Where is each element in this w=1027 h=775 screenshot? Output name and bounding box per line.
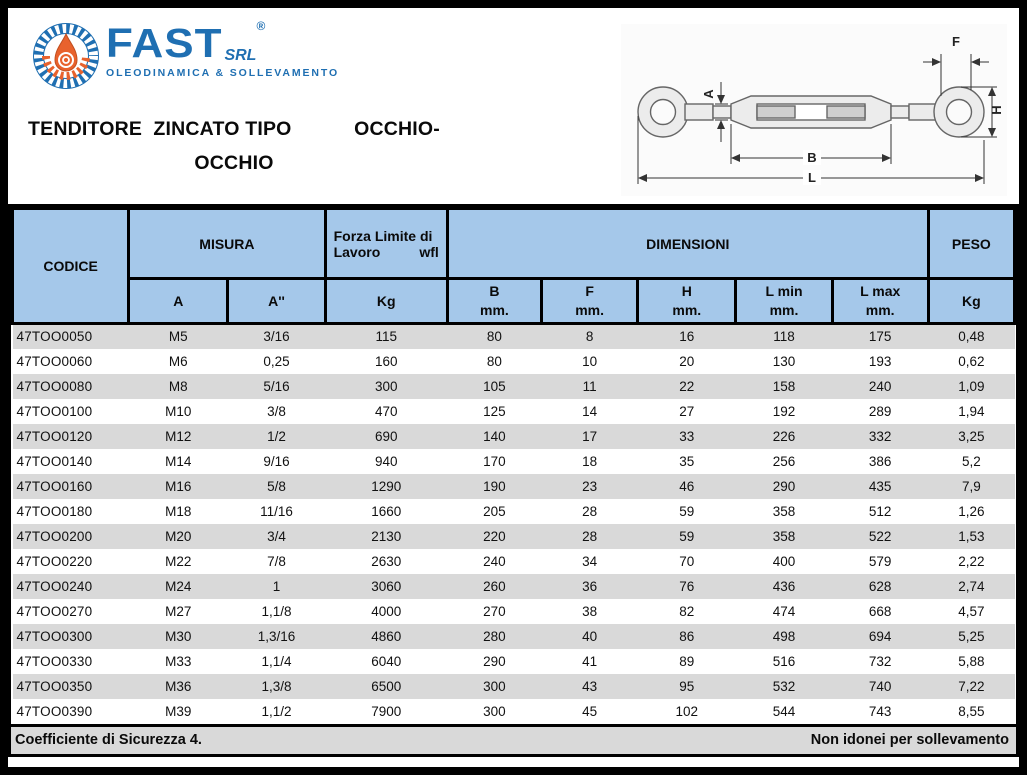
cell-lmax: 668 [868, 603, 892, 619]
cell-f: 14 [582, 403, 598, 419]
cell-peso: 5,88 [958, 653, 985, 669]
cell-peso: 7,22 [958, 678, 985, 694]
cell-codice: 47TOO0140 [16, 453, 93, 469]
cell-a2: 7/8 [267, 553, 286, 569]
cell-b: 205 [483, 503, 506, 519]
col-header-a2: A'' [228, 279, 325, 324]
brand-name: FAST [106, 21, 223, 67]
cell-lmax: 743 [868, 703, 892, 719]
cell-lmax: 386 [868, 453, 892, 469]
cell-b: 170 [483, 453, 506, 469]
cell-h: 27 [679, 403, 695, 419]
table-row [13, 374, 1015, 399]
safety-coefficient-note: Coefficiente di Sicurezza 4. [15, 732, 202, 748]
cell-a2: 5/8 [267, 478, 286, 494]
cell-lmin: 256 [772, 453, 796, 469]
cell-lmax: 740 [868, 678, 892, 694]
cell-h: 20 [679, 353, 695, 369]
cell-f: 43 [582, 678, 598, 694]
col-header-lmin: L min mm. [736, 279, 832, 324]
cell-peso: 7,9 [961, 478, 981, 494]
cell-a: M5 [168, 329, 188, 345]
cell-codice: 47TOO0050 [16, 329, 93, 345]
cell-lmax: 193 [868, 353, 892, 369]
cell-b: 80 [486, 329, 502, 345]
cell-f: 18 [582, 453, 598, 469]
dim-label-h: H [989, 105, 1004, 115]
cell-kg: 6500 [371, 678, 402, 694]
cell-b: 300 [483, 703, 506, 719]
cell-f: 45 [582, 703, 598, 719]
cell-lmax: 435 [868, 478, 892, 494]
cell-peso: 5,2 [961, 453, 981, 469]
cell-a: M33 [165, 653, 192, 669]
cell-h: 35 [679, 453, 695, 469]
cell-a2: 1,3/16 [257, 628, 296, 644]
cell-h: 59 [679, 503, 695, 519]
cell-lmin: 192 [772, 403, 796, 419]
col-header-a: A [129, 279, 228, 324]
cell-a2: 3/8 [267, 403, 286, 419]
cell-peso: 8,55 [958, 703, 985, 719]
cell-lmin: 226 [772, 428, 796, 444]
dim-label-f: F [952, 34, 960, 49]
cell-codice: 47TOO0220 [16, 553, 93, 569]
cell-peso: 1,53 [958, 528, 985, 544]
cell-codice: 47TOO0240 [16, 578, 93, 594]
title-line1-left: TENDITORE ZINCATO TIPO [28, 118, 292, 140]
cell-lmax: 628 [868, 578, 892, 594]
cell-lmin: 516 [772, 653, 796, 669]
cell-b: 280 [483, 628, 506, 644]
cell-codice: 47TOO0120 [16, 428, 93, 444]
col-header-codice: CODICE [13, 209, 129, 324]
cell-a2: 1,3/8 [261, 678, 292, 694]
cell-lmin: 130 [772, 353, 796, 369]
cell-kg: 7900 [371, 703, 402, 719]
col-header-forza [325, 209, 447, 279]
cell-codice: 47TOO0300 [16, 628, 93, 644]
cell-a2: 9/16 [263, 453, 290, 469]
fast-wordmark [106, 19, 340, 79]
cell-f: 17 [582, 428, 598, 444]
fast-logo [32, 19, 340, 90]
cell-b: 80 [486, 353, 502, 369]
cell-codice: 47TOO0100 [16, 403, 93, 419]
cell-codice: 47TOO0160 [16, 478, 93, 494]
cell-a: M36 [165, 678, 192, 694]
cell-kg: 1660 [371, 503, 402, 519]
cell-b: 125 [483, 403, 506, 419]
col-header-dimensioni: DIMENSIONI [447, 209, 928, 279]
cell-a: M6 [168, 353, 188, 369]
cell-codice: 47TOO0350 [16, 678, 93, 694]
cell-lmax: 240 [868, 378, 892, 394]
table-row [13, 474, 1015, 499]
cell-f: 28 [582, 528, 598, 544]
cell-lmin: 118 [773, 329, 795, 345]
cell-f: 11 [582, 378, 597, 394]
cell-lmin: 498 [772, 628, 796, 644]
cell-lmax: 175 [868, 329, 892, 345]
cell-codice: 47TOO0180 [16, 503, 93, 519]
cell-a: M22 [165, 553, 192, 569]
cell-kg: 940 [374, 453, 398, 469]
cell-a: M24 [165, 578, 192, 594]
cell-kg: 2130 [371, 528, 402, 544]
cell-kg: 1290 [371, 478, 402, 494]
cell-kg: 115 [375, 329, 397, 345]
lifting-warning-note: Non idonei per sollevamento [810, 732, 1009, 748]
cell-lmin: 290 [772, 478, 796, 494]
cell-a: M20 [165, 528, 192, 544]
cell-lmin: 474 [772, 603, 796, 619]
turnbuckle-diagram [621, 24, 1007, 196]
cell-f: 40 [582, 628, 598, 644]
brand-suffix: SRL [224, 47, 257, 64]
table-row [13, 349, 1015, 374]
col-header-peso-kg: Kg [928, 279, 1014, 324]
table-row [13, 324, 1015, 349]
col-header-f: F mm. [542, 279, 638, 324]
cell-b: 260 [483, 578, 506, 594]
col-header-peso: PESO [928, 209, 1014, 279]
table-row [13, 549, 1015, 574]
cell-h: 102 [675, 703, 699, 719]
cell-h: 82 [679, 603, 695, 619]
cell-f: 28 [582, 503, 598, 519]
cell-h: 33 [679, 428, 695, 444]
cell-a: M10 [165, 403, 192, 419]
cell-codice: 47TOO0390 [16, 703, 93, 719]
cell-b: 240 [483, 553, 506, 569]
cell-b: 220 [483, 528, 506, 544]
header-section [8, 8, 1019, 204]
cell-peso: 5,25 [958, 628, 985, 644]
cell-a: M12 [165, 428, 192, 444]
cell-peso: 1,26 [958, 503, 985, 519]
cell-b: 190 [483, 478, 506, 494]
cell-codice: 47TOO0080 [16, 378, 93, 394]
product-table [11, 207, 1016, 724]
cell-a: M30 [165, 628, 192, 644]
cell-f: 34 [582, 553, 598, 569]
cell-kg: 2630 [371, 553, 402, 569]
cell-h: 22 [679, 378, 695, 394]
cell-lmax: 332 [868, 428, 892, 444]
cell-codice: 47TOO0270 [16, 603, 93, 619]
cell-f: 38 [582, 603, 598, 619]
cell-peso: 4,57 [958, 603, 985, 619]
cell-kg: 690 [374, 428, 398, 444]
cell-lmin: 358 [772, 528, 796, 544]
cell-lmax: 289 [868, 403, 892, 419]
cell-kg: 160 [374, 353, 398, 369]
cell-lmax: 512 [868, 503, 892, 519]
cell-h: 95 [679, 678, 695, 694]
cell-a2: 1,1/4 [261, 653, 292, 669]
page-title [28, 118, 440, 175]
table-row [13, 574, 1015, 599]
cell-b: 105 [483, 378, 506, 394]
table-row [13, 499, 1015, 524]
cell-b: 270 [483, 603, 506, 619]
cell-h: 59 [679, 528, 695, 544]
cell-a2: 3/16 [263, 329, 290, 345]
cell-lmin: 436 [772, 578, 796, 594]
cell-a2: 1/2 [267, 428, 286, 444]
cell-a: M14 [165, 453, 192, 469]
table-body [13, 324, 1015, 724]
registered-mark: ® [256, 19, 266, 33]
cell-lmax: 579 [868, 553, 892, 569]
cell-kg: 4860 [371, 628, 402, 644]
cell-h: 70 [679, 553, 695, 569]
cell-h: 89 [679, 653, 695, 669]
dim-label-b: B [807, 150, 817, 165]
cell-peso: 0,48 [958, 329, 985, 345]
cell-a: M8 [168, 378, 188, 394]
cell-h: 16 [679, 329, 695, 345]
cell-peso: 3,25 [958, 428, 985, 444]
cell-a: M39 [165, 703, 192, 719]
cell-a2: 11/16 [260, 503, 293, 519]
cell-f: 8 [585, 329, 594, 345]
title-line2: OCCHIO [194, 152, 274, 174]
cell-lmin: 358 [772, 503, 796, 519]
col-header-misura: MISURA [129, 209, 325, 279]
cell-a2: 1,1/2 [261, 703, 292, 719]
cell-peso: 2,22 [958, 553, 985, 569]
table-row [13, 449, 1015, 474]
cell-peso: 2,74 [958, 578, 985, 594]
cell-a: M18 [165, 503, 192, 519]
table-row [13, 699, 1015, 724]
table-row [13, 524, 1015, 549]
title-line1-right: OCCHIO- [354, 118, 440, 140]
table-row [13, 399, 1015, 424]
cell-a2: 3/4 [267, 528, 286, 544]
cell-b: 300 [483, 678, 506, 694]
col-header-b: B mm. [447, 279, 541, 324]
table-row [13, 624, 1015, 649]
cell-f: 10 [582, 353, 598, 369]
cell-h: 46 [679, 478, 695, 494]
cell-h: 86 [679, 628, 695, 644]
table-row [13, 424, 1015, 449]
cell-a2: 0,25 [263, 353, 290, 369]
dim-label-l: L [808, 170, 816, 185]
cell-f: 23 [582, 478, 598, 494]
cell-a: M16 [165, 478, 192, 494]
table-row [13, 599, 1015, 624]
cell-lmax: 694 [868, 628, 892, 644]
cell-lmin: 400 [772, 553, 796, 569]
cell-peso: 0,62 [958, 353, 985, 369]
col-header-lmax: L max mm. [832, 279, 928, 324]
col-header-h: H mm. [638, 279, 736, 324]
cell-lmax: 522 [868, 528, 892, 544]
forza-line1: Forza Limite di [333, 227, 433, 244]
cell-f: 41 [582, 653, 598, 669]
cell-a2: 1,1/8 [261, 603, 292, 619]
forza-word: Lavoro [333, 243, 381, 260]
cell-peso: 1,09 [958, 378, 985, 394]
cell-a2: 1 [272, 578, 281, 594]
forza-abbr: wfl [419, 243, 439, 260]
table-row [13, 674, 1015, 699]
cell-kg: 6040 [371, 653, 402, 669]
cell-b: 140 [483, 428, 506, 444]
cell-lmin: 158 [772, 378, 796, 394]
cell-h: 76 [679, 578, 695, 594]
cell-f: 36 [582, 578, 598, 594]
cell-kg: 3060 [371, 578, 402, 594]
cell-kg: 300 [374, 378, 398, 394]
fast-logo-icon [32, 22, 100, 90]
cell-a2: 5/16 [263, 378, 290, 394]
cell-kg: 4000 [371, 603, 402, 619]
col-header-kg: Kg [325, 279, 447, 324]
cell-codice: 47TOO0060 [16, 353, 93, 369]
cell-peso: 1,94 [958, 403, 985, 419]
cell-codice: 47TOO0200 [16, 528, 93, 544]
cell-lmin: 544 [772, 703, 796, 719]
cell-b: 290 [483, 653, 506, 669]
cell-kg: 470 [374, 403, 398, 419]
cell-a: M27 [165, 603, 192, 619]
cell-lmin: 532 [772, 678, 796, 694]
cell-lmax: 732 [868, 653, 892, 669]
cell-codice: 47TOO0330 [16, 653, 93, 669]
dim-label-a: A [701, 89, 716, 99]
product-table-wrap [8, 204, 1019, 757]
footer-bar [11, 724, 1016, 754]
table-row [13, 649, 1015, 674]
brand-tagline: OLEODINAMICA & SOLLEVAMENTO [106, 67, 340, 79]
